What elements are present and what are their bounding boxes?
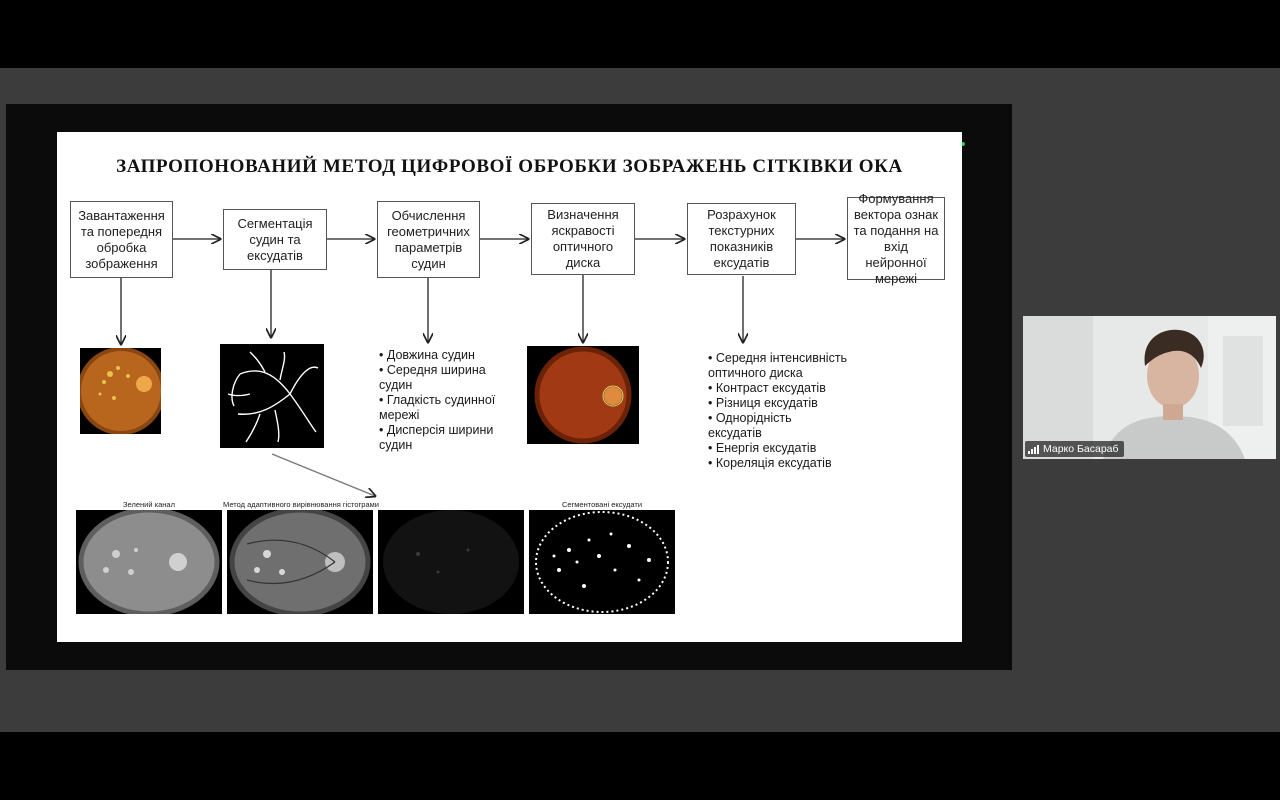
fundus-image — [80, 348, 161, 434]
vessel-segmentation-image — [220, 344, 324, 448]
step-texture: Розрахунок текстурних показників ексудатів — [687, 203, 796, 275]
list-item: • Довжина судин — [379, 348, 509, 363]
presentation-slide — [57, 132, 962, 642]
step-feature-vector: Формування вектора ознак та подання на вхід нейронної мережі — [847, 197, 945, 280]
list-item: • Середня ширина судин — [379, 363, 509, 393]
list-item: • Контраст ексудатів — [708, 381, 848, 396]
segmented-exudates-image — [529, 510, 675, 614]
green-channel-image — [76, 510, 222, 614]
top-black-bar — [0, 0, 1280, 68]
caption-segmented-exudates: Сегментовані ексудати — [561, 500, 643, 509]
step-preprocessing: Завантаження та попередня обробка зображення — [70, 201, 173, 278]
caption-green-channel: Зелений канал — [123, 500, 175, 509]
list-item: • Однорідність ексудатів — [708, 411, 848, 441]
step-vessel-geometry: Обчислення геометричних параметрів судин — [377, 201, 480, 278]
participant-name-badge — [1025, 441, 1124, 457]
participant-video-frame — [1023, 316, 1276, 459]
list-item: • Кореляція ексудатів — [708, 456, 848, 471]
list-item: • Дисперсія ширини судин — [379, 423, 509, 453]
step-disc-brightness: Визначення яскравості оптичного диска — [531, 203, 635, 275]
signal-bars-icon — [1028, 445, 1039, 454]
difference-image — [378, 510, 524, 614]
list-item: • Гладкість судинної мережі — [379, 393, 509, 423]
list-item: • Середня інтенсивність оптичного диска — [708, 351, 848, 381]
vessel-parameters-list — [379, 348, 509, 453]
slide-title: ЗАПРОПОНОВАНИЙ МЕТОД ЦИФРОВОЇ ОБРОБКИ ЗОБРАЖЕНЬ СІТКІВКИ ОКА — [116, 156, 903, 177]
texture-parameters-list — [708, 351, 848, 471]
optic-disc-image — [527, 346, 639, 444]
list-item: • Енергія ексудатів — [708, 441, 848, 456]
participant-video-tile[interactable] — [1023, 316, 1276, 459]
step-segmentation: Сегментація судин та ексудатів — [223, 209, 327, 270]
bottom-black-bar — [0, 732, 1280, 800]
caption-adaptive-equalization: Метод адаптивного вирівнювання гістограми — [223, 500, 379, 509]
list-item: • Різниця ексудатів — [708, 396, 848, 411]
participant-name: Марко Басараб — [1043, 443, 1119, 455]
equalized-image — [227, 510, 373, 614]
